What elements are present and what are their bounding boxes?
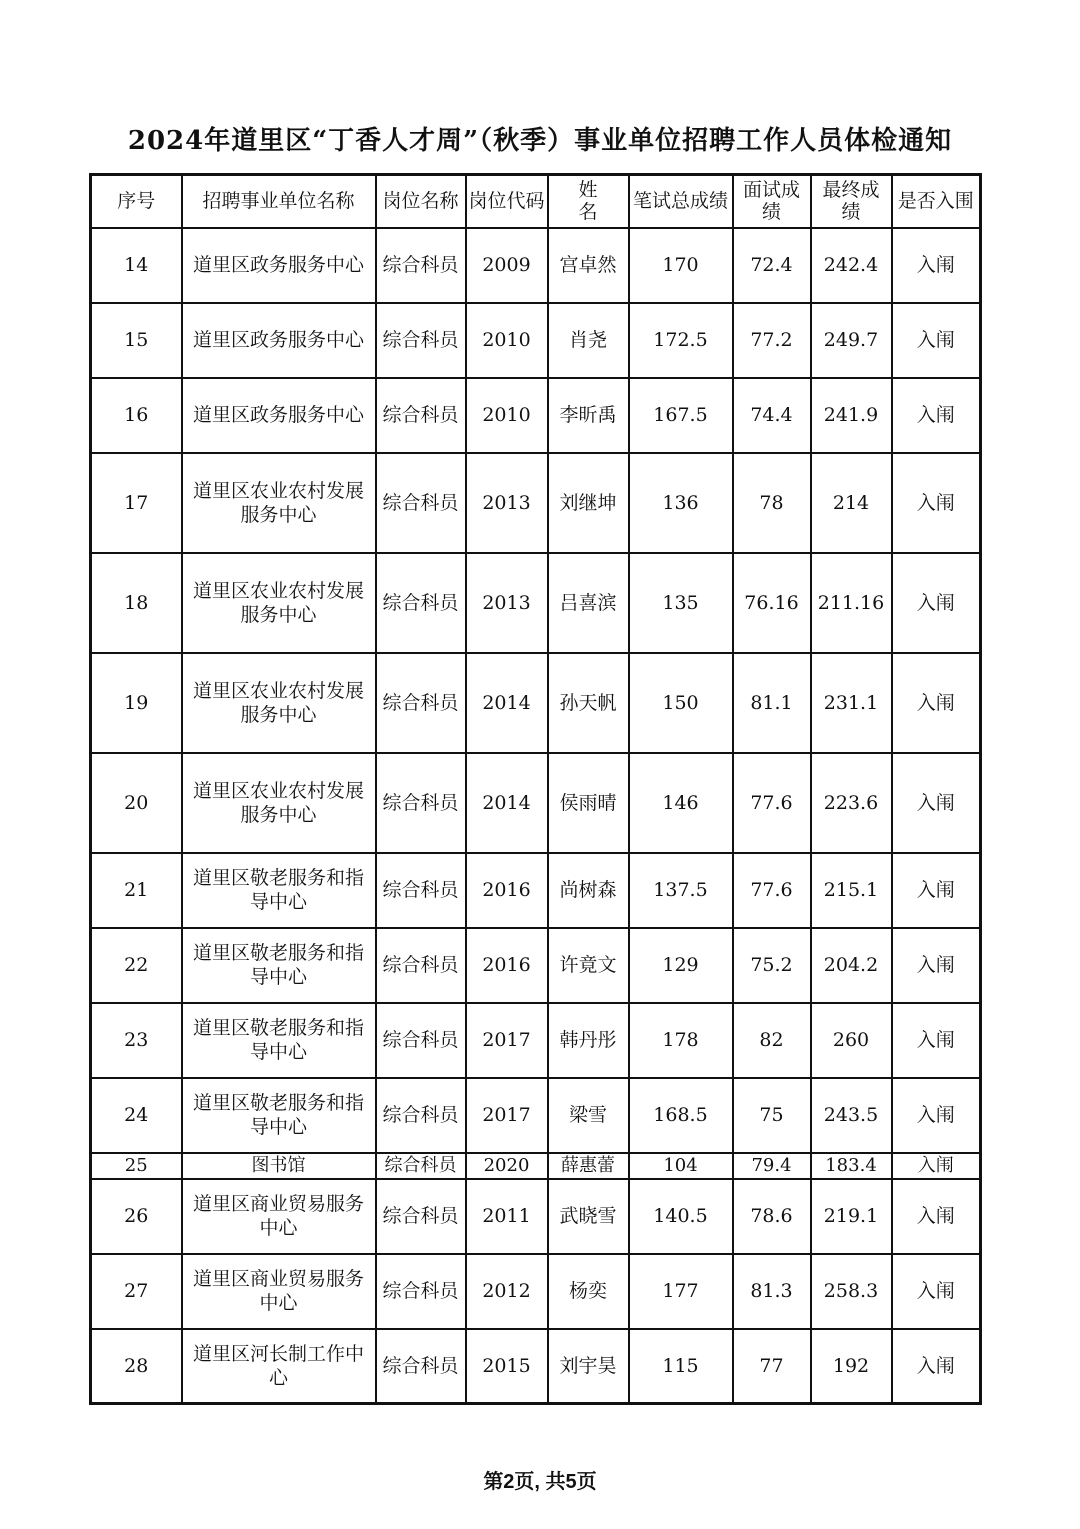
candidate-table bbox=[89, 173, 982, 1405]
table-row bbox=[91, 1329, 981, 1404]
cell-no: 15 bbox=[91, 303, 182, 378]
table-row bbox=[91, 853, 981, 928]
cell-written-score: 146 bbox=[629, 753, 733, 853]
cell-name: 李昕禹 bbox=[548, 378, 629, 453]
cell-no: 26 bbox=[91, 1179, 182, 1254]
cell-written-score: 140.5 bbox=[629, 1179, 733, 1254]
cell-status: 入闱 bbox=[892, 1254, 981, 1329]
cell-code: 2012 bbox=[466, 1254, 548, 1329]
cell-name: 梁雪 bbox=[548, 1078, 629, 1153]
cell-code: 2009 bbox=[466, 228, 548, 303]
cell-code: 2015 bbox=[466, 1329, 548, 1404]
cell-name: 薛惠蕾 bbox=[548, 1153, 629, 1179]
table-row bbox=[91, 303, 981, 378]
column-header-name: 姓 名 bbox=[548, 175, 629, 228]
table-row bbox=[91, 1254, 981, 1329]
cell-unit: 道里区敬老服务和指导中心 bbox=[182, 853, 376, 928]
table-row bbox=[91, 453, 981, 553]
cell-interview-score: 74.4 bbox=[733, 378, 811, 453]
cell-name: 肖尧 bbox=[548, 303, 629, 378]
cell-name: 孙天帆 bbox=[548, 653, 629, 753]
cell-final-score: 183.4 bbox=[811, 1153, 892, 1179]
cell-no: 14 bbox=[91, 228, 182, 303]
cell-name: 侯雨晴 bbox=[548, 753, 629, 853]
cell-status: 入闱 bbox=[892, 853, 981, 928]
cell-no: 16 bbox=[91, 378, 182, 453]
cell-written-score: 177 bbox=[629, 1254, 733, 1329]
column-header-no: 序号 bbox=[91, 175, 182, 228]
table-row bbox=[91, 378, 981, 453]
cell-name: 武晓雪 bbox=[548, 1179, 629, 1254]
cell-no: 20 bbox=[91, 753, 182, 853]
cell-code: 2017 bbox=[466, 1078, 548, 1153]
cell-code: 2013 bbox=[466, 453, 548, 553]
cell-status: 入闱 bbox=[892, 228, 981, 303]
cell-post: 综合科员 bbox=[376, 303, 466, 378]
cell-status: 入闱 bbox=[892, 1153, 981, 1179]
cell-final-score: 260 bbox=[811, 1003, 892, 1078]
cell-post: 综合科员 bbox=[376, 553, 466, 653]
cell-interview-score: 76.16 bbox=[733, 553, 811, 653]
cell-status: 入闱 bbox=[892, 378, 981, 453]
cell-interview-score: 75.2 bbox=[733, 928, 811, 1003]
cell-post: 综合科员 bbox=[376, 378, 466, 453]
cell-name: 刘继坤 bbox=[548, 453, 629, 553]
cell-final-score: 214 bbox=[811, 453, 892, 553]
cell-final-score: 231.1 bbox=[811, 653, 892, 753]
cell-post: 综合科员 bbox=[376, 1254, 466, 1329]
cell-unit: 道里区敬老服务和指导中心 bbox=[182, 1078, 376, 1153]
cell-no: 19 bbox=[91, 653, 182, 753]
cell-no: 18 bbox=[91, 553, 182, 653]
cell-unit: 道里区政务服务中心 bbox=[182, 303, 376, 378]
cell-interview-score: 81.3 bbox=[733, 1254, 811, 1329]
cell-final-score: 241.9 bbox=[811, 378, 892, 453]
cell-no: 27 bbox=[91, 1254, 182, 1329]
cell-written-score: 172.5 bbox=[629, 303, 733, 378]
cell-post: 综合科员 bbox=[376, 228, 466, 303]
cell-written-score: 115 bbox=[629, 1329, 733, 1404]
cell-name: 韩丹彤 bbox=[548, 1003, 629, 1078]
column-header-final-score: 最终成绩 bbox=[811, 175, 892, 228]
cell-final-score: 258.3 bbox=[811, 1254, 892, 1329]
cell-name: 吕喜滨 bbox=[548, 553, 629, 653]
cell-interview-score: 82 bbox=[733, 1003, 811, 1078]
cell-final-score: 243.5 bbox=[811, 1078, 892, 1153]
cell-no: 24 bbox=[91, 1078, 182, 1153]
cell-code: 2011 bbox=[466, 1179, 548, 1254]
cell-name: 宫卓然 bbox=[548, 228, 629, 303]
cell-unit: 道里区农业农村发展服务中心 bbox=[182, 553, 376, 653]
cell-code: 2014 bbox=[466, 653, 548, 753]
cell-unit: 道里区敬老服务和指导中心 bbox=[182, 928, 376, 1003]
cell-interview-score: 78 bbox=[733, 453, 811, 553]
cell-interview-score: 77.2 bbox=[733, 303, 811, 378]
table-row bbox=[91, 928, 981, 1003]
table-row bbox=[91, 1003, 981, 1078]
cell-code: 2014 bbox=[466, 753, 548, 853]
cell-written-score: 150 bbox=[629, 653, 733, 753]
cell-final-score: 204.2 bbox=[811, 928, 892, 1003]
cell-code: 2020 bbox=[466, 1153, 548, 1179]
cell-written-score: 137.5 bbox=[629, 853, 733, 928]
column-header-post: 岗位名称 bbox=[376, 175, 466, 228]
cell-final-score: 215.1 bbox=[811, 853, 892, 928]
cell-status: 入闱 bbox=[892, 1003, 981, 1078]
table-header-row bbox=[91, 175, 981, 228]
column-header-interview-score: 面试成绩 bbox=[733, 175, 811, 228]
cell-post: 综合科员 bbox=[376, 853, 466, 928]
cell-status: 入闱 bbox=[892, 303, 981, 378]
column-header-status: 是否入围 bbox=[892, 175, 981, 228]
cell-unit: 道里区政务服务中心 bbox=[182, 378, 376, 453]
cell-status: 入闱 bbox=[892, 1329, 981, 1404]
cell-written-score: 178 bbox=[629, 1003, 733, 1078]
cell-final-score: 219.1 bbox=[811, 1179, 892, 1254]
cell-interview-score: 75 bbox=[733, 1078, 811, 1153]
cell-status: 入闱 bbox=[892, 653, 981, 753]
page-footer: 第2页, 共5页 bbox=[483, 1471, 597, 1493]
cell-interview-score: 77 bbox=[733, 1329, 811, 1404]
cell-unit: 道里区农业农村发展服务中心 bbox=[182, 653, 376, 753]
cell-interview-score: 72.4 bbox=[733, 228, 811, 303]
cell-name: 刘宇昊 bbox=[548, 1329, 629, 1404]
table-row bbox=[91, 553, 981, 653]
cell-no: 25 bbox=[91, 1153, 182, 1179]
cell-post: 综合科员 bbox=[376, 453, 466, 553]
cell-written-score: 104 bbox=[629, 1153, 733, 1179]
cell-written-score: 136 bbox=[629, 453, 733, 553]
cell-interview-score: 78.6 bbox=[733, 1179, 811, 1254]
cell-no: 17 bbox=[91, 453, 182, 553]
column-header-written-score: 笔试总成绩 bbox=[629, 175, 733, 228]
cell-interview-score: 79.4 bbox=[733, 1153, 811, 1179]
cell-interview-score: 81.1 bbox=[733, 653, 811, 753]
table-row bbox=[91, 1153, 981, 1179]
cell-status: 入闱 bbox=[892, 928, 981, 1003]
cell-status: 入闱 bbox=[892, 753, 981, 853]
cell-written-score: 167.5 bbox=[629, 378, 733, 453]
cell-unit: 道里区商业贸易服务中心 bbox=[182, 1179, 376, 1254]
cell-interview-score: 77.6 bbox=[733, 853, 811, 928]
cell-final-score: 211.16 bbox=[811, 553, 892, 653]
cell-name: 杨奕 bbox=[548, 1254, 629, 1329]
cell-name: 许竟文 bbox=[548, 928, 629, 1003]
cell-post: 综合科员 bbox=[376, 1329, 466, 1404]
cell-final-score: 242.4 bbox=[811, 228, 892, 303]
table-row bbox=[91, 1078, 981, 1153]
cell-code: 2017 bbox=[466, 1003, 548, 1078]
cell-no: 21 bbox=[91, 853, 182, 928]
cell-post: 综合科员 bbox=[376, 1003, 466, 1078]
cell-unit: 道里区河长制工作中心 bbox=[182, 1329, 376, 1404]
cell-unit: 道里区政务服务中心 bbox=[182, 228, 376, 303]
cell-final-score: 192 bbox=[811, 1329, 892, 1404]
cell-post: 综合科员 bbox=[376, 928, 466, 1003]
cell-code: 2016 bbox=[466, 928, 548, 1003]
cell-status: 入闱 bbox=[892, 453, 981, 553]
cell-status: 入闱 bbox=[892, 1078, 981, 1153]
cell-unit: 道里区商业贸易服务中心 bbox=[182, 1254, 376, 1329]
cell-code: 2013 bbox=[466, 553, 548, 653]
cell-post: 综合科员 bbox=[376, 653, 466, 753]
table-row bbox=[91, 653, 981, 753]
cell-written-score: 135 bbox=[629, 553, 733, 653]
column-header-unit: 招聘事业单位名称 bbox=[182, 175, 376, 228]
cell-interview-score: 77.6 bbox=[733, 753, 811, 853]
cell-code: 2016 bbox=[466, 853, 548, 928]
cell-unit: 道里区农业农村发展服务中心 bbox=[182, 453, 376, 553]
cell-final-score: 223.6 bbox=[811, 753, 892, 853]
cell-no: 23 bbox=[91, 1003, 182, 1078]
column-header-code: 岗位代码 bbox=[466, 175, 548, 228]
document-title: 2024年道里区“丁香人才周”（秋季）事业单位招聘工作人员体检通知 bbox=[127, 126, 953, 156]
table-row bbox=[91, 1179, 981, 1254]
table-row bbox=[91, 753, 981, 853]
cell-post: 综合科员 bbox=[376, 1179, 466, 1254]
cell-post: 综合科员 bbox=[376, 1153, 466, 1179]
cell-post: 综合科员 bbox=[376, 1078, 466, 1153]
table-row bbox=[91, 228, 981, 303]
cell-unit: 道里区农业农村发展服务中心 bbox=[182, 753, 376, 853]
cell-code: 2010 bbox=[466, 378, 548, 453]
cell-unit: 道里区敬老服务和指导中心 bbox=[182, 1003, 376, 1078]
cell-no: 28 bbox=[91, 1329, 182, 1404]
cell-unit: 图书馆 bbox=[182, 1153, 376, 1179]
cell-written-score: 168.5 bbox=[629, 1078, 733, 1153]
cell-code: 2010 bbox=[466, 303, 548, 378]
cell-status: 入闱 bbox=[892, 1179, 981, 1254]
cell-final-score: 249.7 bbox=[811, 303, 892, 378]
cell-no: 22 bbox=[91, 928, 182, 1003]
cell-status: 入闱 bbox=[892, 553, 981, 653]
cell-post: 综合科员 bbox=[376, 753, 466, 853]
cell-written-score: 129 bbox=[629, 928, 733, 1003]
cell-name: 尚树森 bbox=[548, 853, 629, 928]
cell-written-score: 170 bbox=[629, 228, 733, 303]
